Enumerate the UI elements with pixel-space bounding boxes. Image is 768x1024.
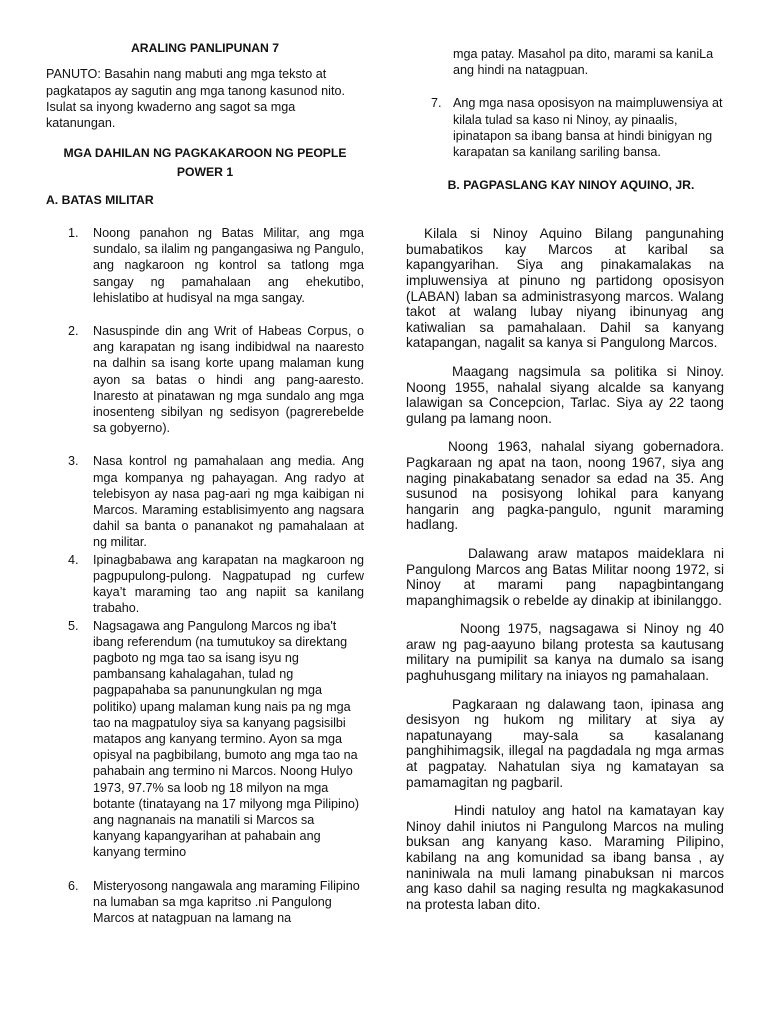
item-text: Noong panahon ng Batas Militar, ang mga sundalo, sa ilalim ng pangangasiwa ng Pangulo, ang nagkaroon ng kontrol sa tatlong mga sangay ng pamahalaan ang ehekutibo, lehislatibo at hudisyal na mga sangay.	[93, 226, 364, 305]
item-number: 5.	[68, 618, 79, 633]
right-column	[406, 46, 724, 925]
item-number: 3.	[68, 454, 79, 469]
paragraph: Noong 1963, nahalal siyang gobernadora. Pagkaraan ng apat na taon, noong 1967, siya ang naging pinakabatang senador sa edad na 35. Ang susunod na posisyong lohikal para kanyang hangarin ang pagka-pangulo, ngunit maraming hadlang.	[406, 439, 724, 533]
item-text: Nagsagawa ang Pangulong Marcos ng iba't ibang referendum (na tumutukoy sa direktang pagboto ng mga tao sa isang isyu ng pambansang kahalagahan, tulad ng pagpapahaba sa panunungkulan ng mga politiko) upang malaman kung nais pa ng mga tao na magpatuloy siya sa kanyang pagsisilbi matapos ang kanyang termino. Ayon sa mga opisyal na pagbibilang, bumoto ang mga tao na pahabain ang termino ni Marcos. Noong Hulyo 1973, 97.7% sa loob ng 18 milyon na mga botante (tinatayang na 17 milyong mga Pilipino) ang nagnanais na manatili si Marcos sa kanyang kapangyarihan at pahabain ang kanyang termino	[93, 618, 360, 860]
list-item	[46, 453, 364, 550]
item-number: 1.	[68, 226, 79, 241]
left-column	[46, 40, 364, 943]
paragraph: Dalawang araw matapos maideklara ni Pangulong Marcos ang Batas Militar noong 1972, si Ninoy at marami pang napagbintangang mapanghimagsik o rebelde ay dinakip at ibinilanggo.	[406, 545, 724, 608]
list-item	[406, 95, 724, 160]
item-text: Misteryosong nangawala ang maraming Filipino na lumaban sa mga kapritso .ni Pangulong Marcos at natagpuan na lamang na	[93, 878, 360, 925]
item-text: Nasuspinde din ang Writ of Habeas Corpus, o ang karapatan ng isang indibidwal na naaresto na dalhin sa isang korte upang malaman kung ayon sa batas o hindi ang pang-aaresto. Inaresto at pinatawan ng mga sundalo ang mga inosenteng sibilyan ng sedisyon (pagrerebelde sa gobyerno).	[93, 324, 364, 436]
item-6-continuation: mga patay. Masahol pa dito, marami sa kaniLa ang hindi na natagpuan.	[453, 47, 714, 78]
list-item	[46, 618, 364, 861]
list-item	[46, 878, 364, 927]
section-a-heading: A. BATAS MILITAR	[46, 192, 154, 207]
item-number: 2.	[68, 324, 79, 339]
paragraph: Pagkaraan ng dalawang taon, ipinasa ang desisyon ng hukom ng military at siya ay napatunayang may-sala sa kasalanang panghihimagsik, illegal na pagdadala ng mga armas at pagpatay. Nahatulan siya ng kamatayan sa pamamagitan ng pagbaril.	[406, 696, 724, 790]
list-item	[46, 323, 364, 436]
paragraph: Maagang nagsimula sa politika si Ninoy. Noong 1955, nahalal siyang alcalde sa kanyang lalawigan sa Concepcion, Tarlac. Siya ay 22 taong gulang pa lamang noon.	[406, 363, 724, 426]
item-number: 7.	[431, 96, 442, 111]
paragraph: Noong 1975, nagsagawa si Ninoy ng 40 araw ng pag-aayuno bilang protesta sa kautusang military na pumipilit sa kanya na dumalo sa isang paghuhusgang military na iniayos ng pamahalaan.	[406, 621, 724, 684]
page-title: ARALING PANLIPUNAN 7	[130, 41, 280, 55]
item-number: 6.	[68, 878, 79, 893]
section-b-heading: B. PAGPASLANG KAY NINOY AQUINO, JR.	[447, 178, 695, 193]
item-text: Ipinagbabawa ang karapatan na magkaroon ng pagpupulong-pulong. Nagpatupad ng curfew kaya’t maraming tao ang napiit sa kanilang trabaho.	[93, 552, 364, 616]
item-text: Ang mga nasa oposisyon na maimpluwensiya at kilala tulad sa kaso ni Ninoy, ay pinaalis, ipinatapon sa ibang bansa at hindi binigyan ng karapatan sa kanilang sariling bansa.	[453, 96, 723, 160]
paragraph: Kilala si Ninoy Aquino Bilang pangunahing bumabatikos kay Marcos at karibal sa kapangyarihan. Siya ang pinakamalakas na impluwensiya at pinuno ng partidong oposisyon (LABAN) laban sa administrasyong marcos. Walang takot at walang lubay niyang ibinunyag ang katiwalian sa pamahalaan. Dahil sa kanyang katapangan, nagalit sa kanya si Pangulong Marcos.	[406, 226, 724, 351]
main-heading: MGA DAHILAN NG PAGKAKAROON NG PEOPLE POWER 1	[63, 145, 347, 179]
item-number: 4.	[68, 552, 79, 567]
martial-law-list	[46, 225, 364, 926]
item-text: Nasa kontrol ng pamahalaan ang media. Ang mga kompanya ng pahayagan. Ang radyo at telebisyon ay nasa pag-aari ng mga kaibigan ni Marcos. Maraming establisimyento ang nagsara dahil sa banta o pananakot ng pamahalaan at ng militar.	[93, 454, 364, 550]
instructions: PANUTO: Basahin nang mabuti ang mga teksto at pagkatapos ay sagutin ang mga tanong kasunod nito. Isulat sa inyong kwaderno ang sagot sa mga katanungan.	[46, 67, 345, 131]
list-item	[46, 552, 364, 617]
paragraph: Hindi natuloy ang hatol na kamatayan kay Ninoy dahil iniutos ni Pangulong Marcos na muling buksan ang kanyang kaso. Maraming Pilipino, kabilang na ang komunidad sa ibang bansa , ay naniniwala na muli lamang pinabuksan ni marcos ang kaso dahil sa naging resulta ng magkakasunod na protesta laban dito.	[406, 803, 724, 912]
list-item	[46, 225, 364, 306]
